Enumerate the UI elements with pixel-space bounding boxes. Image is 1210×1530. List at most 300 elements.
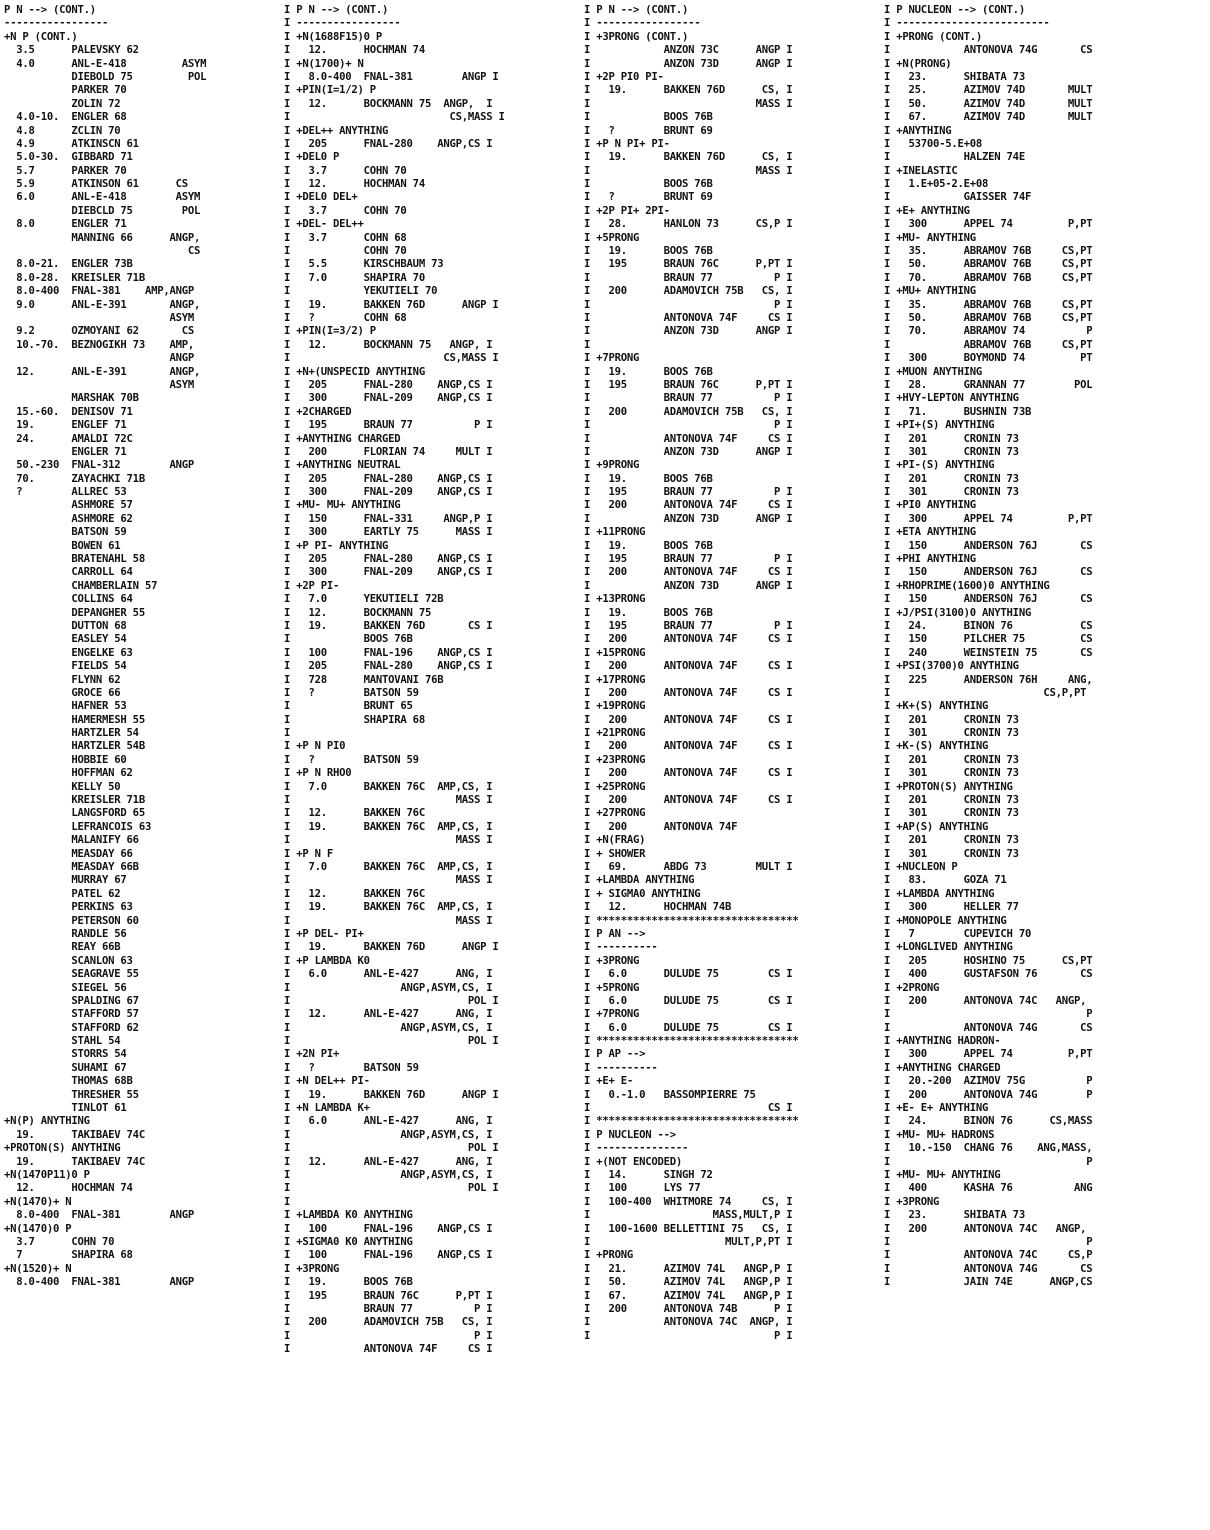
text-line: I ------------------------- — [884, 17, 1050, 30]
text-line: FIELDS 54 — [4, 660, 127, 673]
text-line: I +N+(UNSPECID ANYTHING — [284, 365, 425, 378]
text-line: I ? BATSON 59 — [284, 1061, 419, 1074]
text-line: I 100 FNAL-196 ANGP,CS I — [284, 1249, 493, 1262]
text-line: I P I — [284, 1329, 493, 1342]
text-line: I 12. HOCHMAN 74 — [284, 178, 425, 191]
text-line: EASLEY 54 — [4, 633, 127, 646]
text-line: I 53700-5.E+08 — [884, 137, 983, 150]
text-line: I 24. BINON 76 CS — [884, 619, 1093, 632]
text-line: BATSON 59 — [4, 526, 127, 539]
text-line: I +PRONG (CONT.) — [884, 30, 983, 43]
text-line: ENGLER 71 — [4, 445, 127, 458]
text-line: I 201 CRONIN 73 — [884, 713, 1019, 726]
text-line: ASYM — [4, 378, 194, 391]
text-line: BRATENAHL 58 — [4, 553, 145, 566]
text-line: 70. ZAYACHKI 71B — [4, 472, 145, 485]
text-line: I +15PRONG — [584, 646, 646, 659]
text-line: I +PI-(S) ANYTHING — [884, 459, 995, 472]
text-line: I +7PRONG — [584, 1008, 640, 1021]
text-line: I +ANYTHING CHARGED — [884, 1061, 1001, 1074]
text-line: I 12. BOCKMANN 75 — [284, 606, 432, 619]
text-line: I ANGP,ASYM,CS, I — [284, 1021, 493, 1034]
text-line: LANGSFORD 65 — [4, 807, 145, 820]
text-line: I 300 HELLER 77 — [884, 901, 1019, 914]
text-line: I +K+(S) ANYTHING — [884, 700, 989, 713]
text-line: I CS I — [584, 1102, 793, 1115]
text-line: I MASS I — [284, 794, 493, 807]
text-line: I 200 ANTONOVA 74F CS I — [584, 499, 793, 512]
text-line: CHAMBERLAIN 57 — [4, 579, 158, 592]
text-line: I +2P PI- — [284, 579, 340, 592]
text-line: I 6.0 ANL-E-427 ANG, I — [284, 1115, 493, 1128]
text-line: I +E+ ANYTHING — [884, 204, 970, 217]
text-line: I 12. BOCKMANN 75 ANGP, I — [284, 97, 493, 110]
text-line: I 7.0 BAKKEN 76C AMP,CS, I — [284, 861, 493, 873]
text-line: 12. ANL-E-391 ANGP, — [4, 365, 201, 378]
text-line: I YEKUTIELI 70 — [284, 285, 438, 298]
text-line: I — [284, 1195, 291, 1208]
text-line: I +MUON ANYTHING — [884, 365, 983, 378]
text-line: I ? BRUNT 69 — [584, 191, 713, 204]
text-line: RANDLE 56 — [4, 927, 127, 940]
text-line: I +ANYTHING HADRON- — [884, 1035, 1001, 1048]
text-line: I +3PRONG — [284, 1262, 340, 1275]
text-line: GROCE 66 — [4, 686, 121, 699]
text-line: 8.0-400 FNAL-381 ANGP — [4, 1276, 194, 1289]
text-line: I ANTONOVA 74F CS I — [584, 311, 793, 324]
text-line: I 301 CRONIN 73 — [884, 727, 1019, 740]
text-line: I +E- E+ ANYTHING — [884, 1102, 989, 1115]
text-line: I +ETA ANYTHING — [884, 526, 976, 539]
text-line: I 19. BAKKEN 76D ANGP I — [284, 1088, 499, 1101]
text-line: 19. TAKIBAEV 74C — [4, 1155, 145, 1168]
text-line: I P — [884, 1008, 1093, 1021]
text-line: I 195 BRAUN 77 P I — [284, 419, 493, 432]
text-line: I 19. BOOS 76B — [584, 539, 713, 552]
text-line: I +3PRONG — [884, 1195, 940, 1208]
text-line: I 19. BOOS 76B — [584, 365, 713, 378]
text-line: I 195 BRAUN 77 P I — [584, 553, 793, 566]
text-line: I +PI0 ANYTHING — [884, 499, 976, 512]
text-line: I +19PRONG — [584, 700, 646, 713]
text-line: I POL I — [284, 1142, 499, 1155]
text-line: I 195 BRAUN 77 P I — [584, 486, 793, 499]
text-line: I 100 FNAL-196 ANGP,CS I — [284, 1222, 493, 1235]
text-line: I 19. BOOS 76B — [284, 1276, 413, 1289]
text-line: I +7PRONG — [584, 352, 640, 365]
text-line: 4.8 ZCLIN 70 — [4, 124, 121, 137]
text-line: I ********************************* — [584, 1035, 799, 1048]
text-line: I P AP --> — [584, 1048, 646, 1061]
text-line: 8.0-21. ENGLER 73B — [4, 258, 133, 271]
text-line: I ----------------- — [584, 17, 701, 30]
text-line: PETERSON 60 — [4, 914, 139, 927]
text-line: 4.0-10. ENGLER 68 — [4, 111, 127, 124]
text-line: I MASS I — [584, 97, 793, 110]
text-line: I +DEL0 P — [284, 151, 340, 164]
text-line: STAFFORD 62 — [4, 1021, 139, 1034]
text-line: THRESHER 55 — [4, 1088, 139, 1101]
text-line: I MASS I — [584, 164, 793, 177]
text-line: I 12. ANL-E-427 ANG, I — [284, 1008, 493, 1021]
text-line: I +PI+(S) ANYTHING — [884, 419, 995, 432]
text-line: I +11PRONG — [584, 526, 646, 539]
text-line: I 225 ANDERSON 76H ANG, — [884, 673, 1093, 686]
text-line: DUTTON 68 — [4, 619, 127, 632]
column-2 — [284, 4, 584, 1524]
text-line: I +E+ E- — [584, 1075, 634, 1088]
text-line: I 150 ANDERSON 76J CS — [884, 539, 1093, 552]
text-line: I +9PRONG — [584, 459, 640, 472]
text-line: I +P N RHO0 — [284, 767, 352, 780]
text-line: I +K-(S) ANYTHING — [884, 740, 989, 753]
text-line: ENGELKE 63 — [4, 646, 133, 659]
text-line: I ANGP,ASYM,CS, I — [284, 1128, 493, 1141]
text-line: +N(1470P11)0 P — [4, 1168, 90, 1181]
text-line: ANGP — [4, 352, 194, 365]
text-line: I 150 PILCHER 75 CS — [884, 633, 1093, 646]
text-line: PATEL 62 — [4, 887, 121, 900]
text-line: I 67. AZIMOV 74D MULT — [884, 111, 1093, 124]
text-line: I +P PI- ANYTHING — [284, 539, 389, 552]
text-line: 9.0 ANL-E-391 ANGP, — [4, 298, 201, 311]
text-line: I CS,MASS I — [284, 352, 499, 365]
text-line: I +DEL++ ANYTHING — [284, 124, 389, 137]
text-line: I 19. BAKKEN 76D CS, I — [584, 151, 793, 164]
text-line: I +3PRONG (CONT.) — [584, 30, 689, 43]
text-line: TINLOT 61 — [4, 1102, 127, 1115]
text-line: MARSHAK 70B — [4, 392, 139, 405]
text-line: 8.0-400 FNAL-381 ANGP — [4, 1209, 194, 1222]
text-line: I 23. SHIBATA 73 — [884, 1209, 1025, 1222]
text-line: I P I — [584, 1329, 793, 1342]
text-line: I 205 FNAL-280 ANGP,CS I — [284, 378, 493, 391]
text-line: I 100-400 WHITMORE 74 CS, I — [584, 1195, 793, 1208]
text-line: I 10.-150 CHANG 76 ANG,MASS, — [884, 1142, 1093, 1155]
text-line: I 19. BAKKEN 76D ANGP I — [284, 941, 499, 954]
text-line: I ---------- — [584, 1061, 658, 1074]
text-line: I 205 HOSHINO 75 CS,PT — [884, 954, 1093, 967]
text-line: I ANTONOVA 74G CS — [884, 1021, 1093, 1034]
text-line: PARKER 70 — [4, 84, 127, 97]
text-line: I 200 ADAMOVICH 75B CS, I — [284, 1316, 493, 1329]
text-line: HOFFMAN 62 — [4, 767, 133, 780]
text-line: I 24. BINON 76 CS,MASS — [884, 1115, 1093, 1128]
text-line: I 12. ANL-E-427 ANG, I — [284, 1155, 493, 1168]
text-line: I ANZON 73D ANGP I — [584, 512, 793, 525]
text-line: I +PIN(I=1/2) P — [284, 84, 376, 97]
text-line: HOBBIE 60 — [4, 753, 127, 766]
text-line: I 200 ANTONOVA 74F — [584, 820, 738, 833]
text-line: I 240 WEINSTEIN 75 CS — [884, 646, 1093, 659]
text-line: I +LAMBDA K0 ANYTHING — [284, 1209, 413, 1222]
text-line: +N P (CONT.) — [4, 30, 78, 43]
text-line: I 70. ABRAMOV 74 P — [884, 325, 1093, 338]
text-line: I 0.-1.0 BASSOMPIERRE 75 — [584, 1088, 756, 1101]
text-line: I 300 APPEL 74 P,PT — [884, 1048, 1093, 1061]
text-line: I ANTONOVA 74F CS I — [584, 432, 793, 445]
text-line: I +N(1688F15)0 P — [284, 30, 383, 43]
text-line: 9.2 OZMOYANI 62 CS — [4, 325, 194, 338]
text-line: ZOLIN 72 — [4, 97, 121, 110]
text-line: I +23PRONG — [584, 753, 646, 766]
text-line: SPALDING 67 — [4, 994, 139, 1007]
text-line: I P — [884, 1155, 1093, 1168]
text-line: I 301 CRONIN 73 — [884, 847, 1019, 860]
text-line: I 200 ANTONOVA 74F CS I — [584, 767, 793, 780]
text-line: I 6.0 DULUDE 75 CS I — [584, 1021, 793, 1034]
text-line: STAFFORD 57 — [4, 1008, 139, 1021]
text-line: I ANZON 73C ANGP I — [584, 44, 793, 57]
text-line: I 5.5 KIRSCHBAUM 73 — [284, 258, 444, 271]
text-line: I 195 BRAUN 77 P I — [584, 619, 793, 632]
text-line: 6.0 ANL-E-418 ASYM — [4, 191, 201, 204]
text-line: I — [584, 338, 591, 351]
text-line: I 100 FNAL-196 ANGP,CS I — [284, 646, 493, 659]
text-line: 4.0 ANL-E-418 ASYM — [4, 57, 207, 70]
text-line: I 205 FNAL-280 ANGP,CS I — [284, 553, 493, 566]
text-line: I 195 BRAUN 76C P,PT I — [584, 258, 793, 271]
text-line: I +N(PRONG) — [884, 57, 952, 70]
text-line: COLLINS 64 — [4, 593, 133, 606]
text-line: I ANZON 73D ANGP I — [584, 325, 793, 338]
text-line: I ANTONOVA 74F CS I — [284, 1343, 493, 1356]
text-line: I 150 FNAL-331 ANGP,P I — [284, 512, 493, 525]
text-line: I 301 CRONIN 73 — [884, 486, 1019, 499]
text-line: I +5PRONG — [584, 231, 640, 244]
text-line: I 12. HOCHMAN 74 — [284, 44, 425, 57]
text-line: DEPANGHER 55 — [4, 606, 145, 619]
text-line: I +P N F — [284, 847, 334, 860]
text-line: I +2CHARGED — [284, 405, 352, 418]
text-line: I BRAUN 77 P I — [584, 392, 793, 405]
text-line: I 728 MANTOVANI 76B — [284, 673, 444, 686]
text-line: 50.-230 FNAL-312 ANGP — [4, 459, 194, 472]
text-line: I 300 EARTLY 75 MASS I — [284, 526, 493, 539]
text-line: ASYM — [4, 311, 194, 324]
text-line: I +N(FRAG) — [584, 834, 646, 847]
text-line: I +2PRONG — [884, 981, 940, 994]
text-line: CS — [4, 245, 201, 258]
text-line: 8.0-400 FNAL-381 AMP,ANGP — [4, 285, 194, 298]
text-line: ? ALLREC 53 — [4, 486, 127, 499]
text-line: I MASS I — [284, 834, 493, 847]
text-line: I +N LAMBDA K+ — [284, 1102, 370, 1115]
text-line: SEAGRAVE 55 — [4, 968, 139, 981]
text-line: I 400 GUSTAFSON 76 CS — [884, 968, 1093, 981]
text-line: I +ANYTHING — [884, 124, 952, 137]
text-line: 7 SHAPIRA 68 — [4, 1249, 133, 1262]
text-line: I +2N PI+ — [284, 1048, 340, 1061]
text-line: I 201 CRONIN 73 — [884, 834, 1019, 847]
text-line: I ANZON 73D ANGP I — [584, 445, 793, 458]
text-line: I +PRONG — [584, 1249, 634, 1262]
text-line: I 200 ANTONOVA 74B P I — [584, 1302, 793, 1315]
text-line: I 12. HOCHMAN 74B — [584, 901, 732, 914]
text-line: I 200 ANTONOVA 74C ANGP, — [884, 1222, 1087, 1235]
text-line: I ---------- — [584, 941, 658, 954]
text-line: SCANLON 63 — [4, 954, 133, 967]
text-line: I — [284, 727, 291, 740]
text-line: I 200 ANTONOVA 74F CS I — [584, 660, 793, 673]
text-line: I 301 CRONIN 73 — [884, 445, 1019, 458]
text-line: I POL I — [284, 1182, 499, 1195]
text-line: I 28. HANLON 73 CS,P I — [584, 218, 793, 231]
text-line: I 19. BAKKEN 76D CS, I — [584, 84, 793, 97]
text-line: I 6.0 DULUDE 75 CS I — [584, 968, 793, 981]
text-line: I 100 LYS 77 — [584, 1182, 701, 1195]
text-line: I 19. BAKKEN 76D ANGP I — [284, 298, 499, 311]
text-line: I 1.E+05-2.E+08 — [884, 178, 989, 191]
text-line: HAFNER 53 — [4, 700, 127, 713]
text-line: I ? BATSON 59 — [284, 686, 419, 699]
text-line: I 20.-200 AZIMOV 75G P — [884, 1075, 1093, 1088]
text-line: I GAISSER 74F — [884, 191, 1032, 204]
text-line: I P N --> (CONT.) — [584, 4, 689, 16]
text-line: I 200 ANTONOVA 74F CS I — [584, 633, 793, 646]
text-line: I 300 FNAL-209 ANGP,CS I — [284, 392, 493, 405]
text-line: +PROTON(S) ANYTHING — [4, 1142, 121, 1155]
text-line: I 200 ANTONOVA 74F CS I — [584, 686, 793, 699]
text-line: CARROLL 64 — [4, 566, 133, 579]
text-line: I 200 ANTONOVA 74F CS I — [584, 566, 793, 579]
text-line: I BOOS 76B — [584, 111, 713, 124]
text-line: I +N DEL++ PI- — [284, 1075, 370, 1088]
text-line: I ABRAMOV 76B CS,PT — [884, 338, 1093, 351]
text-line: 12. HOCHMAN 74 — [4, 1182, 133, 1195]
text-line: I MASS I — [284, 874, 493, 887]
text-line: I +PROTON(S) ANYTHING — [884, 780, 1013, 793]
text-line: I 200 FLORIAN 74 MULT I — [284, 445, 493, 458]
text-line: I 19. BOOS 76B — [584, 606, 713, 619]
text-line: I ********************************* — [584, 1115, 799, 1128]
text-line: I 200 ADAMOVICH 75B CS, I — [584, 405, 793, 418]
text-line: I 300 FNAL-209 ANGP,CS I — [284, 486, 493, 499]
text-line: I +DEL0 DEL+ — [284, 191, 358, 204]
text-line: I COHN 70 — [284, 245, 407, 258]
text-line: I 25. AZIMOV 74D MULT — [884, 84, 1093, 97]
text-line: PERKINS 63 — [4, 901, 133, 914]
text-line: I 28. GRANNAN 77 POL — [884, 378, 1093, 391]
text-line: I 7.0 BAKKEN 76C AMP,CS, I — [284, 780, 493, 793]
text-line: I 19. BOOS 76B — [584, 245, 713, 258]
text-line: REAY 66B — [4, 941, 121, 954]
text-line: I + SHOWER — [584, 847, 646, 860]
text-line: I +MU- ANYTHING — [884, 231, 976, 244]
text-line: I +PHI ANYTHING — [884, 553, 976, 566]
text-line: I 69. ABDG 73 MULT I — [584, 861, 793, 873]
text-line: I 195 BRAUN 76C P,PT I — [584, 378, 793, 391]
text-line: I 6.0 ANL-E-427 ANG, I — [284, 968, 493, 981]
text-line: I 300 APPEL 74 P,PT — [884, 218, 1093, 231]
text-line: I ANZON 73D ANGP I — [584, 57, 793, 70]
text-line: I 205 FNAL-280 ANGP,CS I — [284, 472, 493, 485]
text-line: I +5PRONG — [584, 981, 640, 994]
text-line: HARTZLER 54B — [4, 740, 145, 753]
text-line: I 205 FNAL-280 ANGP,CS I — [284, 660, 493, 673]
text-line: I 195 BRAUN 76C P,PT I — [284, 1289, 493, 1302]
text-line: +N(1520)+ N — [4, 1262, 72, 1275]
text-line: I 14. SINGH 72 — [584, 1168, 713, 1181]
text-line: I 70. ABRAMOV 76B CS,PT — [884, 271, 1093, 284]
text-line: I 300 APPEL 74 P,PT — [884, 512, 1093, 525]
text-line: I P I — [584, 419, 793, 432]
text-line: I ANTONOVA 74G CS — [884, 1262, 1093, 1275]
text-line: I 12. BAKKEN 76C — [284, 887, 425, 900]
text-line: STAHL 54 — [4, 1035, 121, 1048]
text-line: I +J/PSI(3100)0 ANYTHING — [884, 606, 1032, 619]
text-line: I +17PRONG — [584, 673, 646, 686]
text-line: SUHAMI 67 — [4, 1061, 127, 1074]
text-line: I 301 CRONIN 73 — [884, 767, 1019, 780]
text-line: I 19. BAKKEN 76D CS I — [284, 619, 493, 632]
text-line: I 71. BUSHNIN 73B — [884, 405, 1032, 418]
text-line: 24. AMALDI 72C — [4, 432, 133, 445]
text-line: I +MU- MU+ HADRONS — [884, 1128, 995, 1141]
text-line: I +ANYTHING NEUTRAL — [284, 459, 401, 472]
text-line: DIEBCLD 75 POL — [4, 204, 201, 217]
text-line: I +HVY-LEPTON ANYTHING — [884, 392, 1019, 405]
text-line: I +3PRONG — [584, 954, 640, 967]
text-line: I ANZON 73D ANGP I — [584, 579, 793, 592]
text-line: I +INELASTIC — [884, 164, 958, 177]
text-line: I 400 KASHA 76 ANG — [884, 1182, 1093, 1195]
text-line: HARTZLER 54 — [4, 727, 139, 740]
text-line: THOMAS 68B — [4, 1075, 133, 1088]
text-line: I CS,P,PT — [884, 686, 1087, 699]
text-line: I +AP(S) ANYTHING — [884, 820, 989, 833]
text-line: I +MU- MU+ ANYTHING — [284, 499, 401, 512]
column-4 — [884, 4, 1210, 1524]
text-line: I 35. ABRAMOV 76B CS,PT — [884, 298, 1093, 311]
text-line: ASHMORE 62 — [4, 512, 133, 525]
text-line: I +MU- MU+ ANYTHING — [884, 1168, 1001, 1181]
text-line: I + SIGMA0 ANYTHING — [584, 887, 701, 900]
text-line: 10.-70. BEZNOGIKH 73 AMP, — [4, 338, 194, 351]
text-line: I 200 ANTONOVA 74F CS I — [584, 713, 793, 726]
text-line: I BOOS 76B — [584, 178, 713, 191]
text-line: ASHMORE 57 — [4, 499, 133, 512]
text-line: +N(1470)0 P — [4, 1222, 72, 1235]
text-line: I 300 FNAL-209 ANGP,CS I — [284, 566, 493, 579]
text-line: I +N(1700)+ N — [284, 57, 364, 70]
text-line: I +MU+ ANYTHING — [884, 285, 976, 298]
text-line: MALANIFY 66 — [4, 834, 139, 847]
text-line: STORRS 54 — [4, 1048, 127, 1061]
text-line: I 35. ABRAMOV 76B CS,PT — [884, 245, 1093, 258]
text-line: I JAIN 74E ANGP,CS — [884, 1276, 1093, 1289]
text-line: I --------------- — [584, 1142, 689, 1155]
text-line: I MASS,MULT,P I — [584, 1209, 793, 1222]
text-line: I 19. BAKKEN 76C AMP,CS, I — [284, 820, 493, 833]
text-line: I +(NOT ENCODED) — [584, 1155, 683, 1168]
text-line: I +SIGMA0 K0 ANYTHING — [284, 1235, 413, 1248]
text-line: 5.0-30. GIBBARD 71 — [4, 151, 133, 164]
text-line: I BRAUN 77 P I — [284, 1302, 493, 1315]
text-line: DIEBOLD 75 POL — [4, 70, 207, 83]
text-line: BOWEN 61 — [4, 539, 121, 552]
text-line: I +25PRONG — [584, 780, 646, 793]
text-line: I 12. BOCKMANN 75 ANGP, I — [284, 338, 493, 351]
text-line: I 200 ANTONOVA 74F CS I — [584, 740, 793, 753]
text-line: MURRAY 67 — [4, 874, 127, 887]
text-line: I 23. SHIBATA 73 — [884, 70, 1025, 83]
column-1 — [4, 4, 292, 1524]
text-line: I 200 ANTONOVA 74G P — [884, 1088, 1093, 1101]
text-line: I +LAMBDA ANYTHING — [584, 874, 695, 887]
text-line: I 21. AZIMOV 74L ANGP,P I — [584, 1262, 793, 1275]
text-line: I +P N PI+ PI- — [584, 137, 670, 150]
